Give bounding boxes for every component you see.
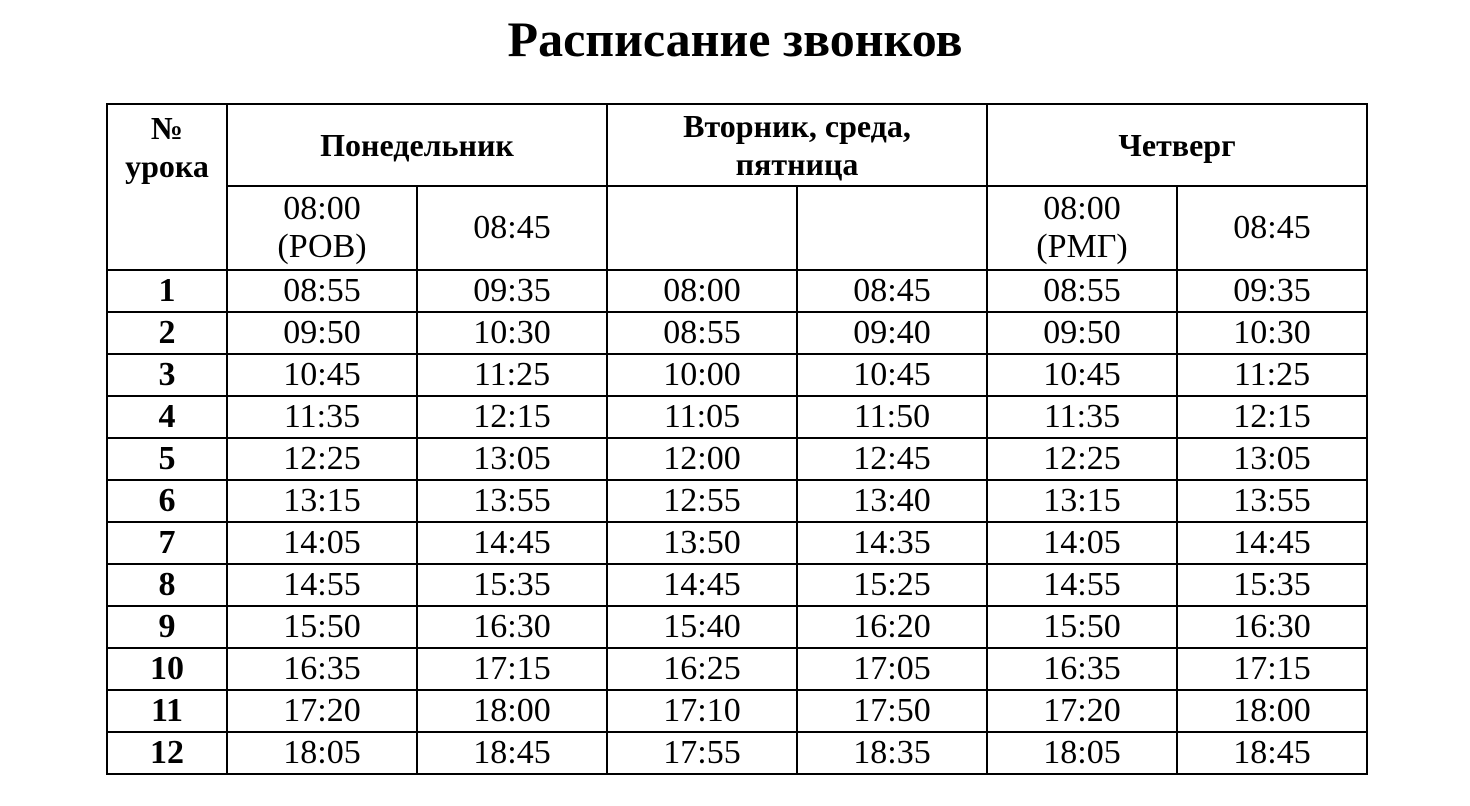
tue-wed-fri-start-cell: 12:00	[607, 438, 797, 480]
tue-wed-fri-end-cell: 17:05	[797, 648, 987, 690]
tue-wed-fri-end-cell: 10:45	[797, 354, 987, 396]
lesson-number-cell: 10	[107, 648, 227, 690]
thursday-start-cell: 13:15	[987, 480, 1177, 522]
monday-end-cell: 18:45	[417, 732, 607, 774]
tue-wed-fri-start-cell: 12:55	[607, 480, 797, 522]
monday-start-cell: 14:55	[227, 564, 417, 606]
thursday-end-cell: 18:45	[1177, 732, 1367, 774]
monday-start-cell: 09:50	[227, 312, 417, 354]
header-monday-label: Понедельник	[320, 127, 514, 163]
table-row	[107, 354, 1367, 396]
thursday-end-cell: 09:35	[1177, 270, 1367, 312]
tue-wed-fri-end-cell: 08:45	[797, 270, 987, 312]
lesson-number-cell: 4	[107, 396, 227, 438]
monday-start-note: (РОВ)	[277, 228, 367, 265]
monday-start-cell: 18:05	[227, 732, 417, 774]
thursday-end-cell: 16:30	[1177, 606, 1367, 648]
thursday-end-cell: 18:00	[1177, 690, 1367, 732]
table-row	[107, 438, 1367, 480]
monday-end-cell: 14:45	[417, 522, 607, 564]
table-row	[107, 270, 1367, 312]
monday-start-cell: 08:55	[227, 270, 417, 312]
thursday-end-cell: 17:15	[1177, 648, 1367, 690]
header-tue-wed-fri-line2: пятница	[735, 146, 859, 182]
thursday-end-cell: 13:05	[1177, 438, 1367, 480]
lesson-number-cell: 2	[107, 312, 227, 354]
header-thursday	[987, 104, 1367, 186]
monday-start-cell: 15:50	[227, 606, 417, 648]
lesson-number-cell: 3	[107, 354, 227, 396]
lesson-number-cell: 6	[107, 480, 227, 522]
monday-end-cell: 15:35	[417, 564, 607, 606]
tue-wed-fri-end-cell: 11:50	[797, 396, 987, 438]
table-row	[107, 522, 1367, 564]
lesson-number-cell: 1	[107, 270, 227, 312]
table-row	[107, 312, 1367, 354]
tue-wed-fri-end-cell: 15:25	[797, 564, 987, 606]
table-row	[107, 396, 1367, 438]
bell-schedule-table	[106, 103, 1368, 775]
monday-start-cell: 14:05	[227, 522, 417, 564]
tue-wed-fri-start-cell: 08:55	[607, 312, 797, 354]
thursday-end-cell: 14:45	[1177, 522, 1367, 564]
tue-wed-fri-start-cell: 17:55	[607, 732, 797, 774]
start-row	[107, 186, 1367, 270]
twf-end-cell	[797, 186, 987, 270]
page-title: Расписание звонков	[507, 11, 963, 67]
header-lesson-number-line2: урока	[125, 148, 209, 184]
tue-wed-fri-end-cell: 12:45	[797, 438, 987, 480]
monday-start-cell: 10:45	[227, 354, 417, 396]
tue-wed-fri-start-cell: 08:00	[607, 270, 797, 312]
monday-start-cell	[227, 186, 417, 270]
table-row	[107, 732, 1367, 774]
lesson-number-cell: 7	[107, 522, 227, 564]
thursday-start-note: (РМГ)	[1036, 228, 1128, 265]
tue-wed-fri-end-cell: 16:20	[797, 606, 987, 648]
header-tue-wed-fri	[607, 104, 987, 186]
table-row	[107, 564, 1367, 606]
thursday-start-cell: 16:35	[987, 648, 1177, 690]
lesson-number-cell: 9	[107, 606, 227, 648]
thursday-start-cell: 17:20	[987, 690, 1177, 732]
twf-start-cell	[607, 186, 797, 270]
monday-end-cell: 17:15	[417, 648, 607, 690]
tue-wed-fri-end-cell: 18:35	[797, 732, 987, 774]
header-lesson-number-line1: №	[150, 110, 184, 146]
monday-end-cell: 13:55	[417, 480, 607, 522]
table-row	[107, 690, 1367, 732]
lesson-number-cell: 11	[107, 690, 227, 732]
monday-end-cell: 18:00	[417, 690, 607, 732]
monday-end-time: 08:45	[473, 209, 551, 246]
thursday-end-cell: 13:55	[1177, 480, 1367, 522]
table-row	[107, 606, 1367, 648]
thursday-start-cell: 12:25	[987, 438, 1177, 480]
tue-wed-fri-end-cell: 13:40	[797, 480, 987, 522]
monday-start-cell: 13:15	[227, 480, 417, 522]
thursday-end-cell: 12:15	[1177, 396, 1367, 438]
header-lesson-number	[107, 104, 227, 270]
monday-start-time: 08:00	[283, 190, 361, 227]
header-monday	[227, 104, 607, 186]
thursday-end-cell: 10:30	[1177, 312, 1367, 354]
monday-end-cell: 12:15	[417, 396, 607, 438]
tue-wed-fri-start-cell: 17:10	[607, 690, 797, 732]
thursday-start-time: 08:00	[1043, 190, 1121, 227]
thursday-start-cell	[987, 186, 1177, 270]
tue-wed-fri-end-cell: 17:50	[797, 690, 987, 732]
thursday-end-cell	[1177, 186, 1367, 270]
monday-start-cell: 17:20	[227, 690, 417, 732]
thursday-start-cell: 09:50	[987, 312, 1177, 354]
thursday-start-cell: 11:35	[987, 396, 1177, 438]
header-row	[107, 104, 1367, 186]
monday-start-cell: 16:35	[227, 648, 417, 690]
tue-wed-fri-start-cell: 15:40	[607, 606, 797, 648]
monday-end-cell: 09:35	[417, 270, 607, 312]
thursday-start-cell: 10:45	[987, 354, 1177, 396]
tue-wed-fri-start-cell: 10:00	[607, 354, 797, 396]
tue-wed-fri-end-cell: 14:35	[797, 522, 987, 564]
monday-start-cell: 11:35	[227, 396, 417, 438]
lesson-number-cell: 12	[107, 732, 227, 774]
tue-wed-fri-start-cell: 14:45	[607, 564, 797, 606]
table-row	[107, 648, 1367, 690]
monday-end-cell: 13:05	[417, 438, 607, 480]
thursday-end-cell: 15:35	[1177, 564, 1367, 606]
tue-wed-fri-start-cell: 13:50	[607, 522, 797, 564]
tue-wed-fri-start-cell: 11:05	[607, 396, 797, 438]
monday-end-cell: 10:30	[417, 312, 607, 354]
table-row	[107, 480, 1367, 522]
monday-end-cell	[417, 186, 607, 270]
header-thursday-label: Четверг	[1118, 127, 1236, 163]
thursday-end-time: 08:45	[1233, 209, 1311, 246]
thursday-start-cell: 14:05	[987, 522, 1177, 564]
lesson-number-cell: 8	[107, 564, 227, 606]
tue-wed-fri-end-cell: 09:40	[797, 312, 987, 354]
header-tue-wed-fri-line1: Вторник, среда,	[683, 108, 911, 144]
thursday-end-cell: 11:25	[1177, 354, 1367, 396]
thursday-start-cell: 15:50	[987, 606, 1177, 648]
monday-start-cell: 12:25	[227, 438, 417, 480]
tue-wed-fri-start-cell: 16:25	[607, 648, 797, 690]
monday-end-cell: 11:25	[417, 354, 607, 396]
thursday-start-cell: 14:55	[987, 564, 1177, 606]
thursday-start-cell: 18:05	[987, 732, 1177, 774]
monday-end-cell: 16:30	[417, 606, 607, 648]
thursday-start-cell: 08:55	[987, 270, 1177, 312]
lesson-number-cell: 5	[107, 438, 227, 480]
